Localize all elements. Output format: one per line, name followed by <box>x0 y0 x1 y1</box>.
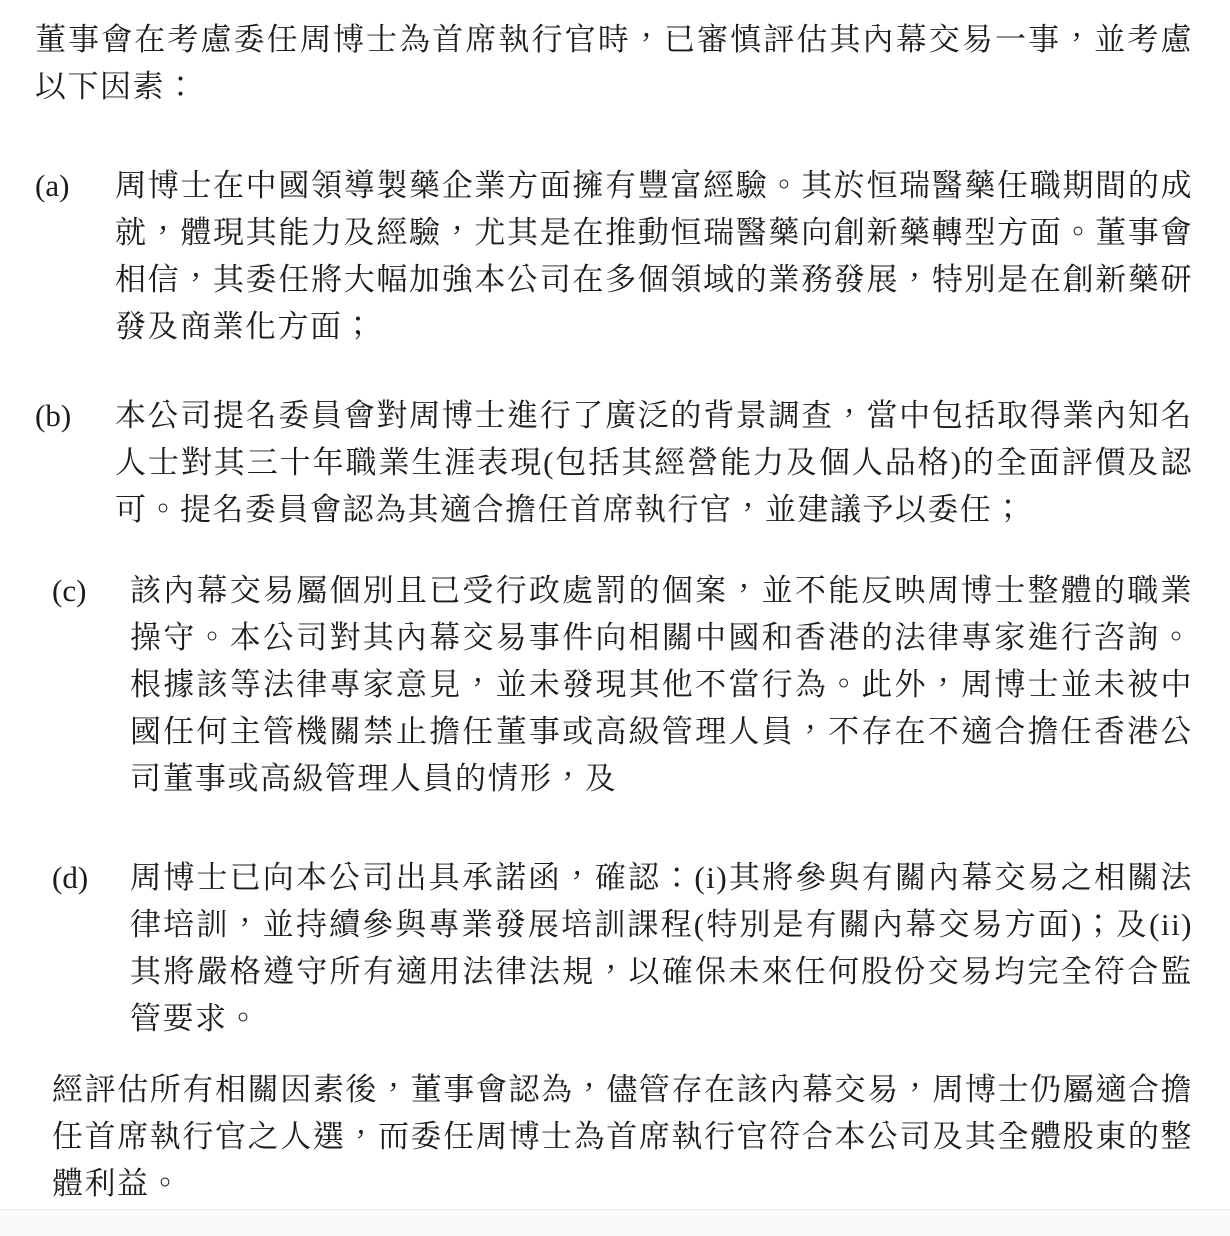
list-item-c <box>0 567 1230 802</box>
item-marker-c: (c) <box>52 573 87 608</box>
list-item-b <box>0 392 1230 533</box>
item-text-a: 周博士在中國領導製藥企業方面擁有豐富經驗。其於恒瑞醫藥任職期間的成就，體現其能力及經驗，尤其是在推動恒瑞醫藥向創新藥轉型方面。董事會相信，其委任將大幅加強本公司在多個領域的業務發展，特別是在創新藥研發及商業化方面； <box>115 168 1193 344</box>
list-item-a <box>0 162 1230 350</box>
item-marker-b: (b) <box>35 398 72 433</box>
item-text-d: 周博士已向本公司出具承諾函，確認：(i)其將參與有關內幕交易之相關法律培訓，並持續參與專業發展培訓課程(特別是有關內幕交易方面)；及(ii)其將嚴格遵守所有適用法律法規，以確保未來任何股份交易均完全符合監管要求。 <box>130 860 1193 1036</box>
item-marker-a: (a) <box>35 168 70 203</box>
list-item-d <box>0 854 1230 1042</box>
closing-paragraph: 經評估所有相關因素後，董事會認為，儘管存在該內幕交易，周博士仍屬適合擔任首席執行官之人選，而委任周博士為首席執行官符合本公司及其全體股東的整體利益。 <box>52 1072 1193 1201</box>
item-text-b: 本公司提名委員會對周博士進行了廣泛的背景調查，當中包括取得業內知名人士對其三十年職業生涯表現(包括其經營能力及個人品格)的全面評價及認可。提名委員會認為其適合擔任首席執行官，並建議予以委任； <box>115 398 1193 527</box>
item-marker-d: (d) <box>52 860 89 895</box>
page-bottom-edge <box>0 1209 1230 1236</box>
item-text-c: 該內幕交易屬個別且已受行政處罰的個案，並不能反映周博士整體的職業操守。本公司對其內幕交易事件向相關中國和香港的法律專家進行咨詢。根據該等法律專家意見，並未發現其他不當行為。此外，周博士並未被中國任何主管機關禁止擔任董事或高級管理人員，不存在不適合擔任香港公司董事或高級管理人員的情形，及 <box>130 573 1193 796</box>
intro-paragraph: 董事會在考慮委任周博士為首席執行官時，已審慎評估其內幕交易一事，並考慮以下因素： <box>35 22 1193 104</box>
